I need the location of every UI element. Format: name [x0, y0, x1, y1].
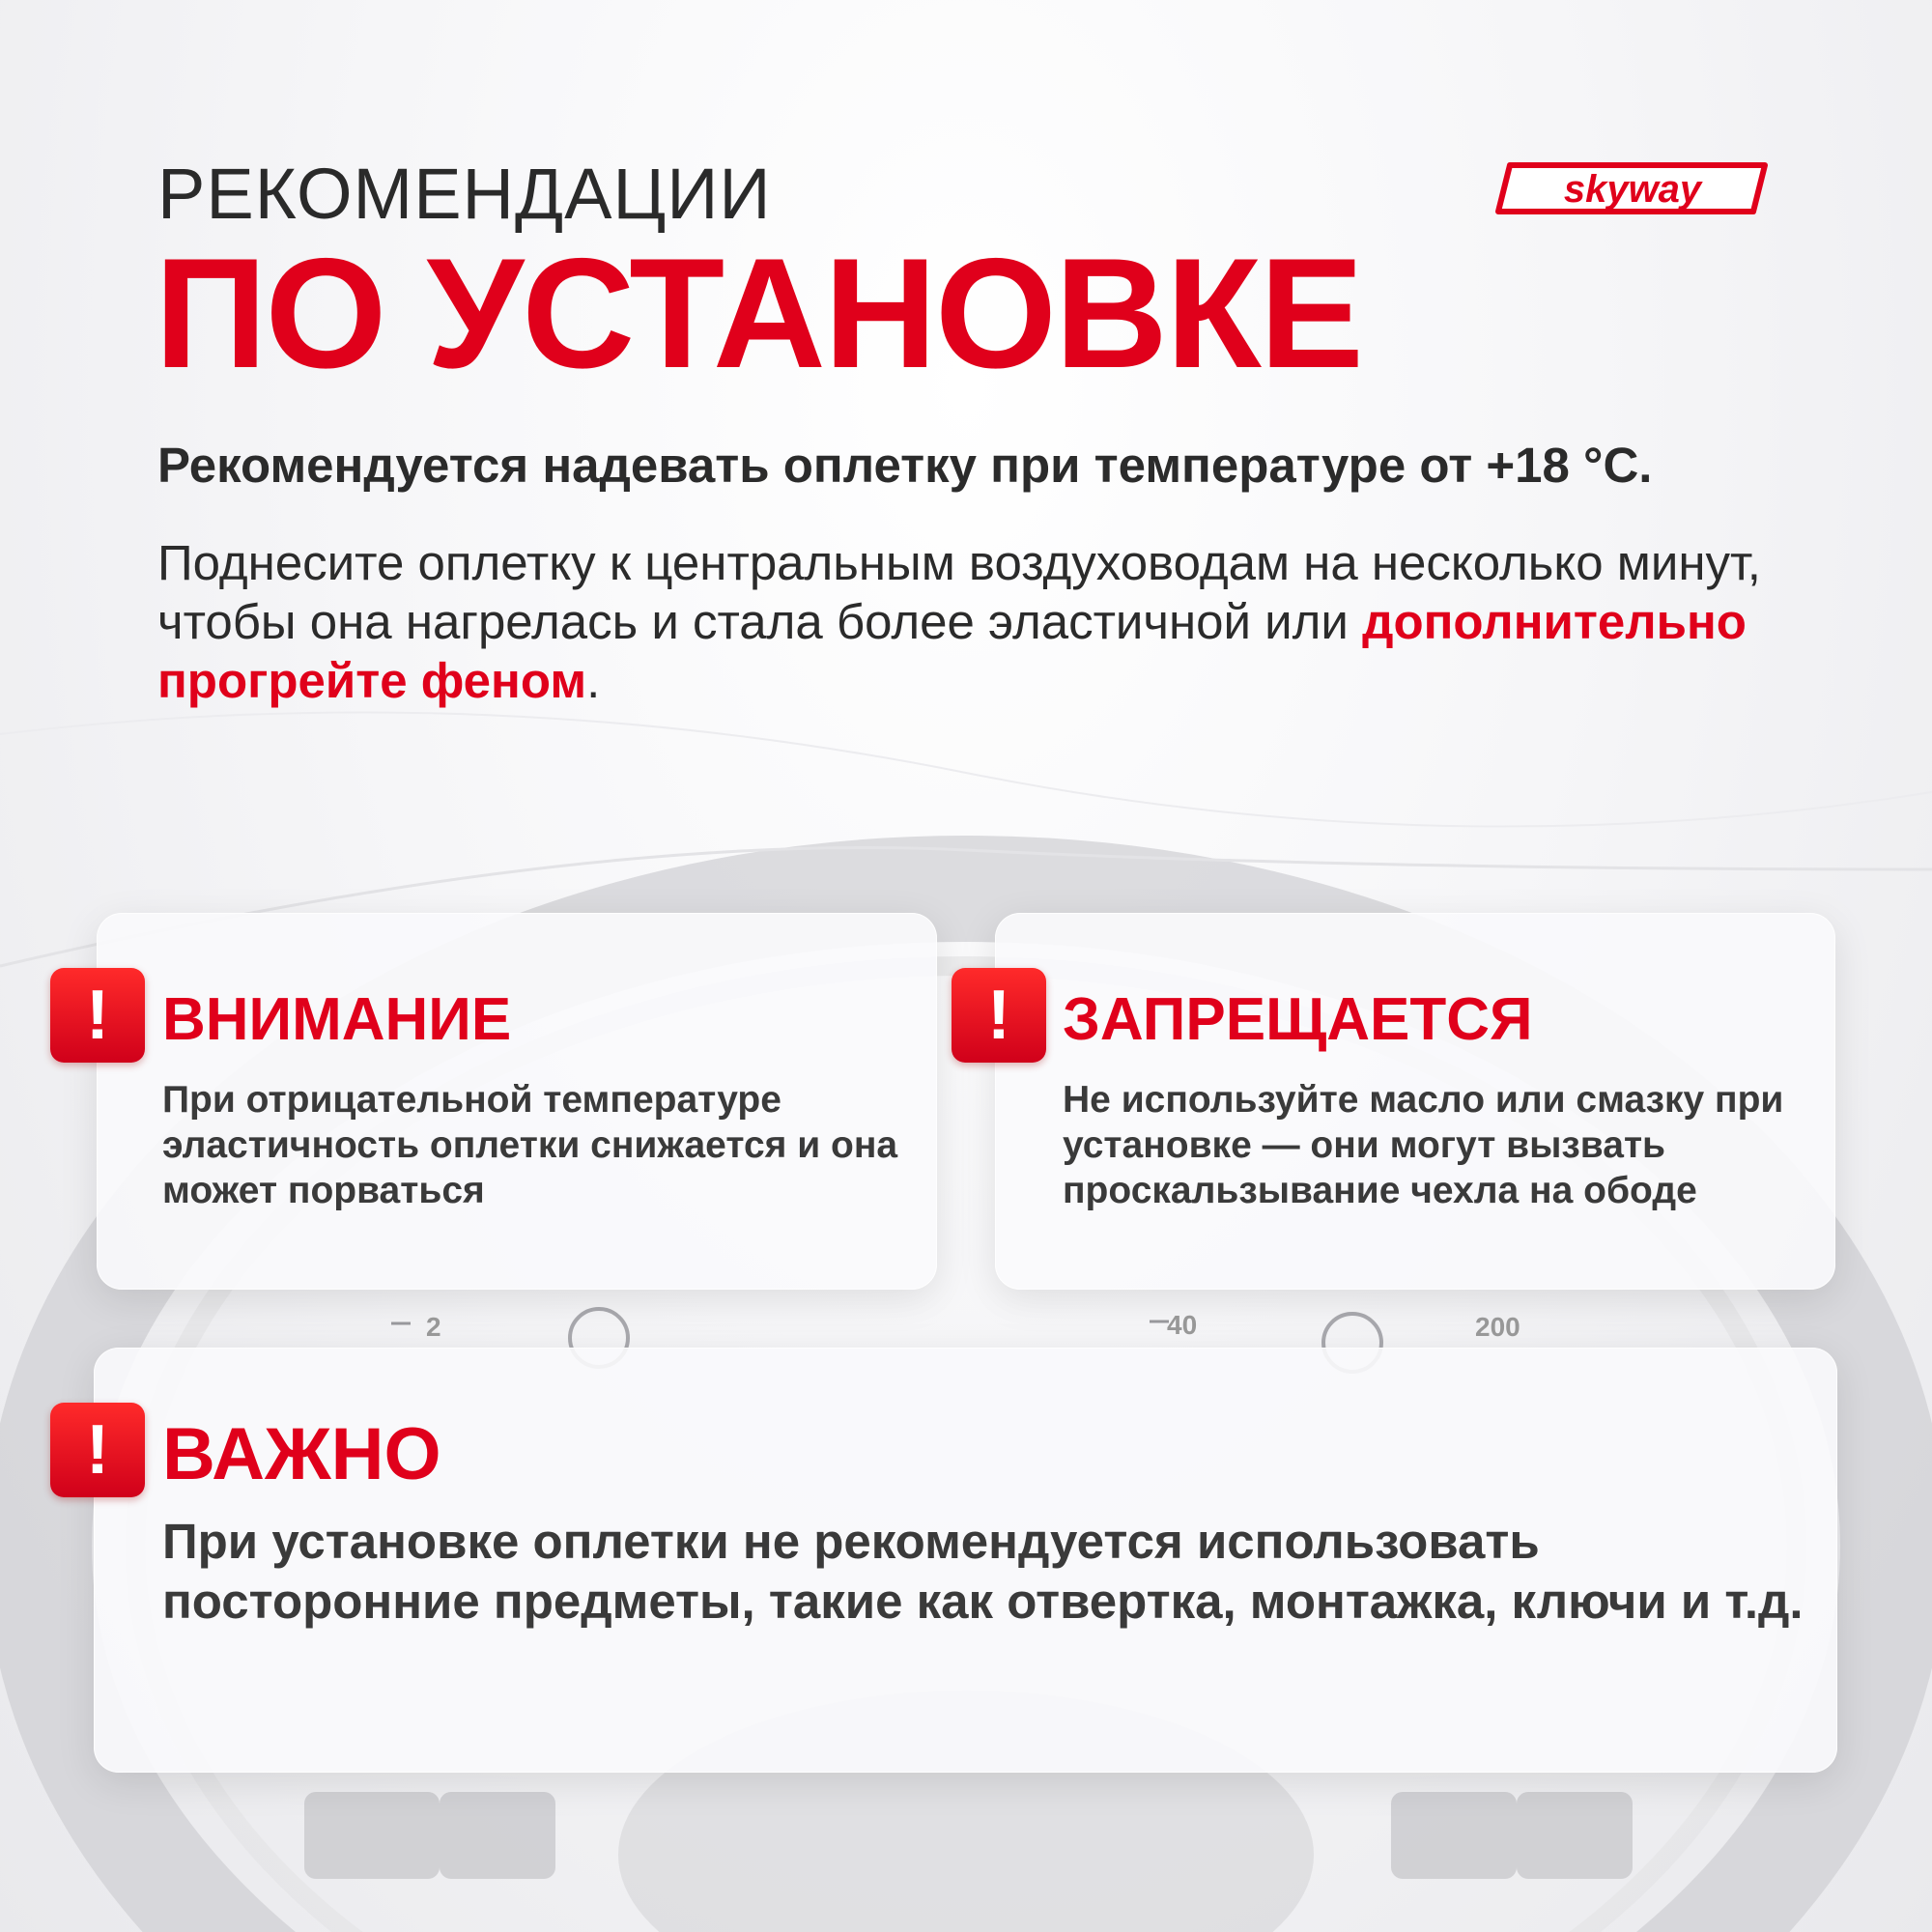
intro-text-part2: . — [586, 653, 601, 708]
card-title-attention: ВНИМАНИЕ — [162, 986, 512, 1053]
logo-text: skyway — [1563, 168, 1702, 211]
gauge-number: 40 — [1167, 1310, 1198, 1340]
gauge-number: 200 — [1475, 1312, 1520, 1342]
intro-text-part1: Поднесите оплетку к центральным воздуховодам на несколько минут, чтобы она нагрелась и стала более эластичной или — [157, 535, 1761, 649]
card-text-attention: При отрицательной температуре эластичность оплетки снижается и она может порваться — [162, 1079, 898, 1211]
intro-bold-text: Рекомендуется надевать оплетку при температуре от +18 °С. — [157, 438, 1653, 493]
exclamation-icon: ! — [952, 968, 1046, 1063]
card-title-forbidden: ЗАПРЕЩАЕТСЯ — [1063, 986, 1533, 1053]
card-text-forbidden: Не используйте масло или смазку при установке — они могут вызвать проскальзывание чехла на ободе — [1063, 1079, 1784, 1211]
page-title-line1: РЕКОМЕНДАЦИИ — [157, 154, 772, 234]
intro-accent-text: дополнительно прогрейте феном — [157, 594, 1747, 708]
exclamation-icon: ! — [50, 1403, 145, 1497]
card-text-important: При установке оплетки не рекомендуется использовать посторонние предметы, такие как отвертка, монтажка, ключи и т.д. — [162, 1514, 1804, 1629]
card-title-important: ВАЖНО — [162, 1413, 441, 1495]
page-title-line2: ПО УСТАНОВКЕ — [155, 226, 1362, 401]
skyway-logo — [1492, 159, 1773, 217]
gauge-number: 2 — [426, 1312, 441, 1342]
exclamation-icon: ! — [50, 968, 145, 1063]
intro-paragraph — [157, 533, 1896, 710]
